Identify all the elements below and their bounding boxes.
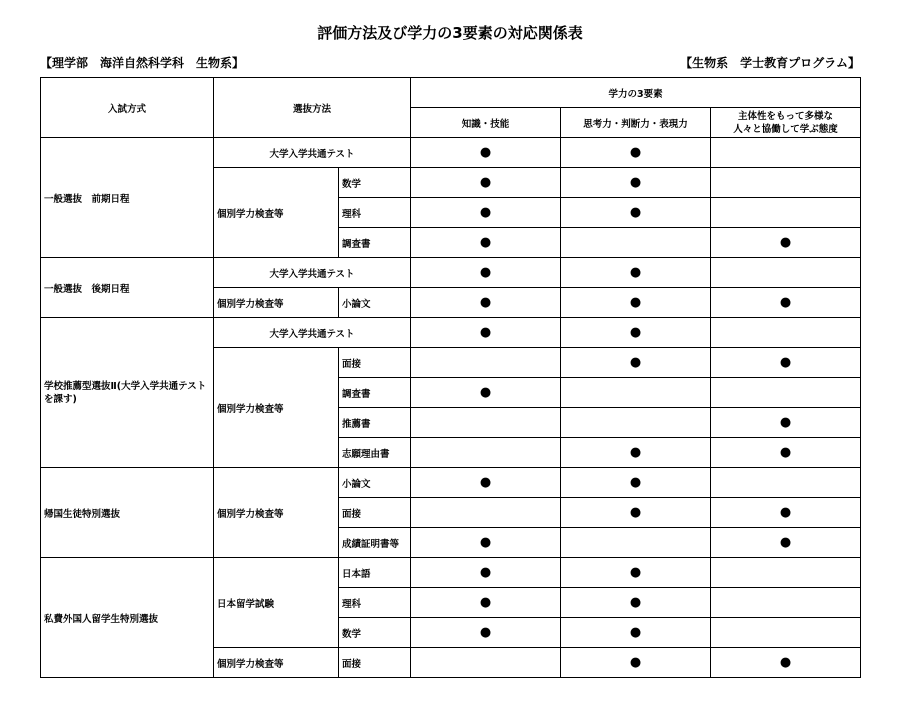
table-row [41,258,861,288]
thinking-mark: ● [561,498,711,528]
method-cell: 日本留学試験 [214,558,339,648]
method-cell: 個別学力検査等 [214,468,339,558]
sub-method-cell: 調査書 [339,378,411,408]
knowledge-mark: ● [411,318,561,348]
thinking-mark: ● [561,588,711,618]
exam-type-cell: 学校推薦型選抜Ⅱ(大学入学共通テストを課す) [41,318,214,468]
header-selection-method: 選抜方法 [214,78,411,138]
method-cell: 個別学力検査等 [214,648,339,678]
sub-method-cell: 小論文 [339,468,411,498]
thinking-mark: ● [561,468,711,498]
thinking-mark: ● [561,138,711,168]
method-cell: 大学入学共通テスト [214,258,411,288]
knowledge-mark [411,498,561,528]
header-three-elements: 学力の3要素 [411,78,861,108]
thinking-mark: ● [561,318,711,348]
table-row [41,138,861,168]
attitude-mark [711,378,861,408]
knowledge-mark [411,348,561,378]
faculty-label: 【理学部 海洋自然科学科 生物系】 [40,56,245,70]
thinking-mark: ● [561,438,711,468]
header-attitude-line2: 人々と協働して学ぶ態度 [733,123,838,135]
page-title: 評価方法及び学力の3要素の対応関係表 [317,24,583,42]
method-cell: 個別学力検査等 [214,168,339,258]
sub-method-cell: 理科 [339,198,411,228]
sub-method-cell: 成績証明書等 [339,528,411,558]
attitude-mark: ● [711,498,861,528]
header-attitude-line1: 主体性をもって多様な [738,110,834,122]
knowledge-mark: ● [411,198,561,228]
knowledge-mark: ● [411,558,561,588]
thinking-mark: ● [561,558,711,588]
exam-type-cell: 私費外国人留学生特別選抜 [41,558,214,678]
evaluation-table [40,77,861,678]
thinking-mark: ● [561,198,711,228]
attitude-mark [711,558,861,588]
knowledge-mark: ● [411,528,561,558]
knowledge-mark: ● [411,288,561,318]
knowledge-mark [411,438,561,468]
program-label: 【生物系 学士教育プログラム】 [680,56,860,70]
sub-method-cell: 数学 [339,618,411,648]
attitude-mark: ● [711,528,861,558]
header-knowledge: 知識・技能 [411,108,561,138]
sub-method-cell: 面接 [339,498,411,528]
knowledge-mark: ● [411,468,561,498]
method-cell: 個別学力検査等 [214,288,339,318]
thinking-mark: ● [561,648,711,678]
sub-method-cell: 志願理由書 [339,438,411,468]
attitude-mark [711,198,861,228]
thinking-mark: ● [561,288,711,318]
attitude-mark [711,318,861,348]
header-attitude [711,108,861,138]
table-row [41,318,861,348]
header-exam-type: 入試方式 [41,78,214,138]
knowledge-mark [411,648,561,678]
thinking-mark [561,378,711,408]
sub-method-cell: 推薦書 [339,408,411,438]
attitude-mark: ● [711,228,861,258]
attitude-mark: ● [711,408,861,438]
thinking-mark [561,408,711,438]
sub-method-cell: 日本語 [339,558,411,588]
knowledge-mark: ● [411,138,561,168]
thinking-mark [561,228,711,258]
knowledge-mark: ● [411,588,561,618]
sub-method-cell: 小論文 [339,288,411,318]
header-thinking: 思考力・判断力・表現力 [561,108,711,138]
thinking-mark [561,528,711,558]
exam-type-cell: 帰国生徒特別選抜 [41,468,214,558]
exam-type-cell: 一般選抜 後期日程 [41,258,214,318]
knowledge-mark [411,408,561,438]
attitude-mark [711,618,861,648]
attitude-mark [711,138,861,168]
method-cell: 個別学力検査等 [214,348,339,468]
attitude-mark: ● [711,348,861,378]
knowledge-mark: ● [411,168,561,198]
thinking-mark: ● [561,348,711,378]
sub-method-cell: 面接 [339,348,411,378]
table-row [41,558,861,588]
method-cell: 大学入学共通テスト [214,138,411,168]
table-row [41,468,861,498]
attitude-mark [711,468,861,498]
attitude-mark [711,258,861,288]
thinking-mark: ● [561,258,711,288]
method-cell: 大学入学共通テスト [214,318,411,348]
attitude-mark [711,168,861,198]
sub-method-cell: 数学 [339,168,411,198]
knowledge-mark: ● [411,228,561,258]
knowledge-mark: ● [411,258,561,288]
attitude-mark: ● [711,648,861,678]
knowledge-mark: ● [411,618,561,648]
sub-method-cell: 理科 [339,588,411,618]
exam-type-cell: 一般選抜 前期日程 [41,138,214,258]
thinking-mark: ● [561,618,711,648]
knowledge-mark: ● [411,378,561,408]
thinking-mark: ● [561,168,711,198]
attitude-mark: ● [711,438,861,468]
sub-method-cell: 調査書 [339,228,411,258]
attitude-mark: ● [711,288,861,318]
sub-method-cell: 面接 [339,648,411,678]
attitude-mark [711,588,861,618]
